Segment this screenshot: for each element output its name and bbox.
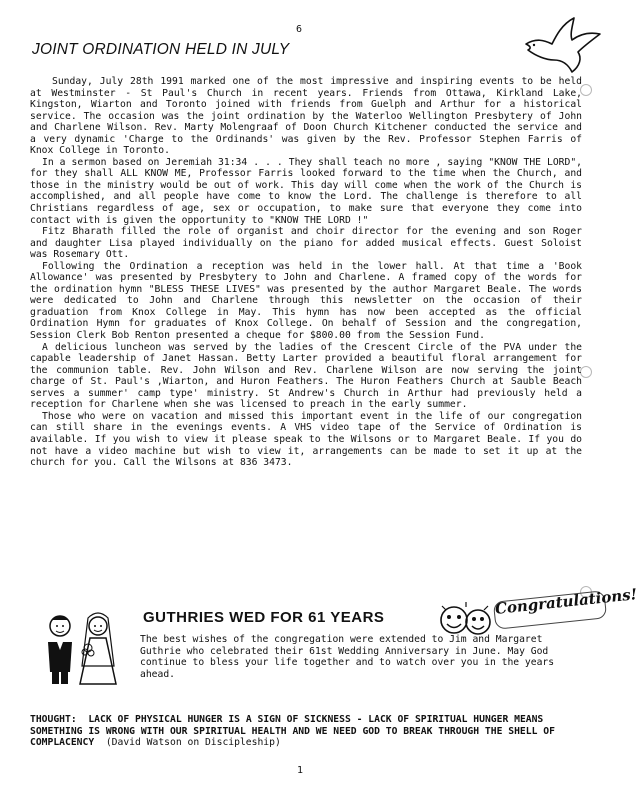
- page-number-bottom: 1: [297, 765, 304, 776]
- wedding-couple-icon: [30, 606, 130, 688]
- article-paragraph-1: Sunday, July 28th 1991 marked one of the most impressive and inspiring events to be held at Westminster - St Paul's Church in recent years. Friends from Ottawa, Kirkland Lake, Kingston, Wiarton and Toronto joined with friends from Guelph and Arthur for a historical service. The occasion was the joint ordination by the Waterloo Wellington Presbytery of John and Charlene Wilson. Rev. Marty Molengraaf of Doon Church Kitchener conducted the service and a very dynamic 'Charge to the Ordinands' was given by the Rev. Professor Stephen Farris of Knox College in Toronto.: [30, 76, 582, 157]
- article-paragraph-2: In a sermon based on Jeremiah 31:34 . . . They shall teach no more , saying "KNOW THE LORD", for they shall ALL KNOW ME, Professor Farris looked forward to the time when the Church, and those in the ministry would be out of work. This day will come when the work of the Church is accomplished, and all people have come to know the Lord. The challenge is therefore to all Christians regardless of age, sex or occupation, to make sure that everyone they come into contact with is given the opportunity to "KNOW THE LORD !": [30, 156, 582, 226]
- thought-attribution: (David Watson on Discipleship): [105, 737, 281, 749]
- thought-text: LACK OF PHYSICAL HUNGER IS A SIGN OF SICKNESS - LACK OF SPIRITUAL HUNGER MEANS SOMETHING IS WRONG WITH OUR SPIRITUAL HEALTH AND WE NEED GOD TO BREAK THROUGH THE SHELL OF COMPLACENCY: [30, 714, 555, 749]
- article-headline: JOINT ORDINATION HELD IN JULY: [32, 41, 290, 58]
- guthries-body: [140, 634, 588, 680]
- dove-icon: [522, 14, 602, 80]
- thought-label: THOUGHT:: [30, 714, 77, 725]
- guthries-paragraph: The best wishes of the congregation were extended to Jim and Margaret Guthrie who celebrated their 61st Wedding Anniversary in June. May God continue to bless your life together and to watch over you in the years ahead.: [140, 634, 555, 680]
- guthries-headline: GUTHRIES WED FOR 61 YEARS: [143, 609, 385, 626]
- thought-section: [30, 714, 586, 749]
- congratulations-text: Congratulations!: [494, 585, 638, 618]
- article-paragraph-4: Following the Ordination a reception was held in the lower hall. At that time a 'Book Allowance' was presented by Presbytery to John and Charlene. A framed copy of the words for the ordination hymn "BLESS THESE LIVES" was presented by the author Margaret Beale. The words were dedicated to John and Charlene through this newsletter on the occasion of their graduation from Knox College in May. This hymn has now been accepted as the official Ordination Hymn for graduates of Knox College. On behalf of Session and the congregation, Session Clerk Bob Renton presented a cheque for $800.00 from the Session Fund.: [30, 260, 582, 342]
- article-paragraph-3: Fitz Bharath filled the role of organist and choir director for the evening and son Roger and daughter Lisa played individually on the piano for added musical effects. Guest Soloist was Rosemary Ott.: [30, 226, 582, 261]
- article-paragraph-5: A delicious luncheon was served by the ladies of the Crescent Circle of the PVA under the capable leadership of Janet Hassan. Betty Larter provided a beautiful floral arrangement for the communion table. Rev. John Wilson and Rev. Charlene Wilson are now serving the joint charge of St. Paul's ,Wiarton, and Huron Feathers. The Huron Feathers Church at Sauble Beach serves a summer' camp type' ministry. St Andrew's Church in Arthur had previously held a reception for Charlene when she was licensed to preach in the early summer.: [30, 341, 582, 411]
- article-body: [30, 76, 582, 469]
- article-paragraph-6: Those who were on vacation and missed this important event in the life of our congregation can still share in the evenings events. A VHS video tape of the Service of Ordination is available. If you wish to view it please speak to the Wilsons or to Margaret Beale. If you do not have a video machine but wish to view it, arrangements can be made to set it up at the church for you. Call the Wilsons at 836 3473.: [30, 410, 582, 469]
- page-number-top: 6: [296, 24, 303, 35]
